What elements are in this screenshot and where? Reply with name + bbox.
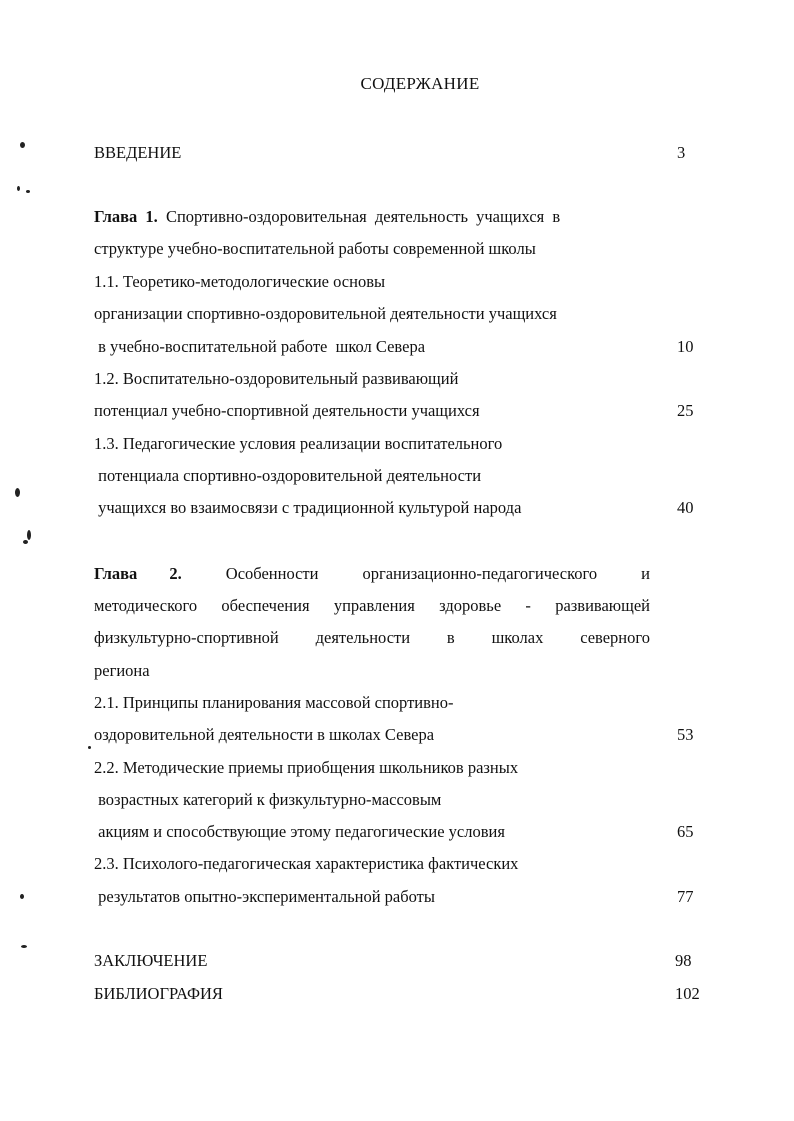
scan-speck — [27, 530, 31, 540]
toc-entry-1-2-page: 25 — [677, 401, 694, 420]
toc-entry-1-2-line2: потенциал учебно-спортивной деятельности учащихся — [94, 401, 480, 420]
toc-entry-2-2-line2: возрастных категорий к физкультурно-массовым — [94, 790, 442, 809]
toc-entry-1-1-line3: в учебно-воспитательной работе школ Севера — [94, 337, 426, 356]
chapter2-title-word1: Особенности — [225, 564, 319, 583]
chapter2-heading-line2: методического обеспечения управления здоровье - развивающей — [94, 596, 650, 615]
scan-speck — [17, 186, 20, 191]
chapter2-heading-line4: региона — [94, 661, 150, 680]
toc-entry-2-3-line1: 2.3. Психолого-педагогическая характеристика фактических — [94, 854, 519, 873]
toc-entry-1-1-page: 10 — [677, 337, 694, 356]
chapter2-title-word3: и — [641, 564, 650, 583]
toc-entry-1-3-page: 40 — [677, 498, 694, 517]
toc-entry-1-1-line1: 1.1. Теоретико-методологические основы — [94, 272, 386, 291]
scan-speck — [20, 142, 25, 148]
chapter2-prefix-word1: Глава 2. — [94, 564, 182, 583]
toc-entry-conclusion-page: 98 — [675, 951, 692, 970]
toc-entry-2-3-page: 77 — [677, 887, 694, 906]
scan-speck — [23, 540, 28, 544]
toc-entry-1-3-line1: 1.3. Педагогические условия реализации воспитательного — [94, 434, 503, 453]
toc-entry-conclusion-label: ЗАКЛЮЧЕНИЕ — [94, 951, 208, 970]
toc-entry-2-2-line1: 2.2. Методические приемы приобщения школьников разных — [94, 758, 519, 777]
toc-entry-2-1-line1: 2.1. Принципы планирования массовой спортивно- — [94, 693, 454, 712]
chapter1-title-part1: Спортивно-оздоровительная деятельность учащихся в — [165, 207, 561, 226]
chapter2-title-word2: организационно-педагогического — [362, 564, 598, 583]
chapter2-heading-line1 — [94, 564, 650, 584]
toc-entry-bibliography-label: БИБЛИОГРАФИЯ — [94, 984, 223, 1003]
toc-entry-intro-page: 3 — [677, 143, 686, 162]
toc-entry-1-3-line2: потенциала спортивно-оздоровительной деятельности — [94, 466, 482, 485]
page-title: СОДЕРЖАНИЕ — [360, 74, 480, 93]
chapter1-heading-line1 — [94, 207, 560, 227]
scan-speck — [20, 894, 24, 899]
toc-entry-2-1-line2: оздоровительной деятельности в школах Севера — [94, 725, 435, 744]
chapter1-heading-line2: структуре учебно-воспитательной работы современной школы — [94, 239, 536, 258]
scan-speck — [21, 945, 27, 948]
chapter1-prefix: Глава 1. — [94, 207, 158, 226]
toc-entry-intro-label: ВВЕДЕНИЕ — [94, 143, 182, 162]
scan-speck — [88, 746, 91, 749]
toc-entry-1-3-line3: учащихся во взаимосвязи с традиционной культурой народа — [94, 498, 522, 517]
toc-entry-2-1-page: 53 — [677, 725, 694, 744]
toc-entry-bibliography-page: 102 — [675, 984, 700, 1003]
toc-entry-2-2-line3: акциям и способствующие этому педагогические условия — [94, 822, 505, 841]
toc-entry-1-1-line2: организации спортивно-оздоровительной деятельности учащихся — [94, 304, 557, 323]
toc-entry-2-2-page: 65 — [677, 822, 694, 841]
scan-speck — [26, 190, 30, 193]
scan-speck — [15, 488, 20, 497]
toc-entry-1-2-line1: 1.2. Воспитательно-оздоровительный развивающий — [94, 369, 459, 388]
chapter2-heading-line3: физкультурно-спортивной деятельности в школах северного — [94, 628, 650, 647]
toc-entry-2-3-line2: результатов опытно-экспериментальной работы — [94, 887, 435, 906]
